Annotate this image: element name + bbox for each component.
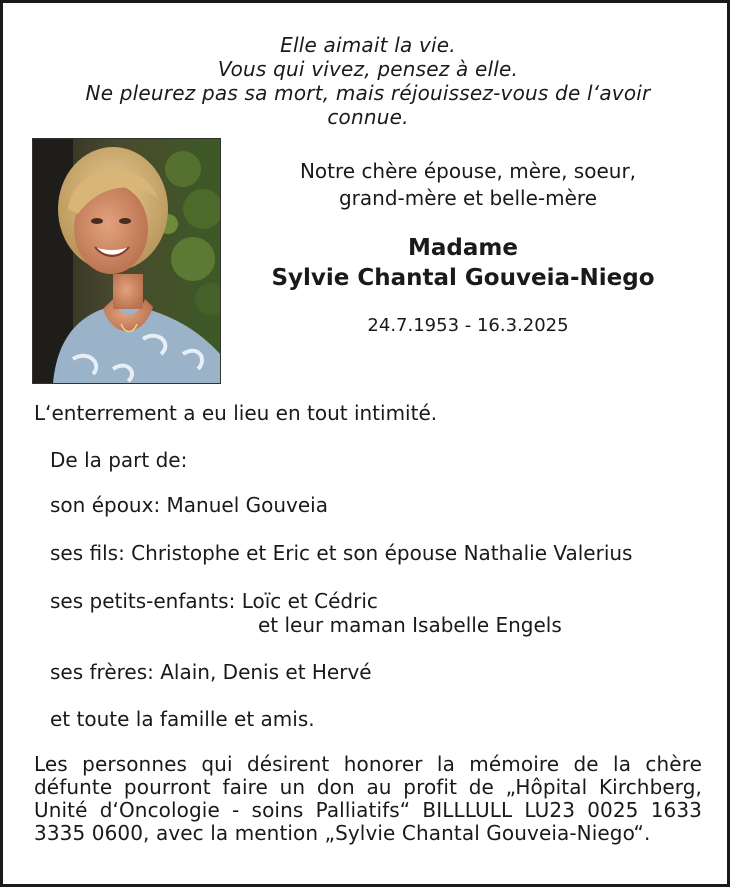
intro-line-2: grand-mère et belle-mère	[338, 186, 597, 210]
donation-line-1: Les personnes qui désirent honorer la mémoire de la chère	[34, 752, 702, 776]
family-brothers: ses frères: Alain, Denis et Hervé	[50, 660, 372, 684]
family-sons: ses fils: Christophe et Eric et son épouse Nathalie Valerius	[50, 541, 633, 565]
poem	[43, 33, 693, 129]
poem-line-2: Vous qui vivez, pensez à elle.	[217, 57, 519, 81]
poem-line-4: connue.	[327, 105, 409, 129]
poem-line-3: Ne pleurez pas sa mort, mais réjouissez-vous de l‘avoir	[85, 81, 651, 105]
poem-line-1: Elle aimait la vie.	[280, 33, 456, 57]
donation-paragraph	[34, 753, 702, 845]
family-grandchildren-continued: et leur maman Isabelle Engels	[258, 613, 562, 637]
portrait-photo-icon	[33, 139, 220, 383]
intro-line-1: Notre chère épouse, mère, soeur,	[299, 159, 637, 183]
donation-line-4: 3335 0600, avec la mention „Sylvie Chantal Gouveia-Niego“.	[34, 821, 651, 845]
deceased-name-block	[243, 233, 683, 293]
deceased-full-name: Sylvie Chantal Gouveia-Niego	[271, 265, 655, 291]
donation-line-2: défunte pourront faire un don au profit de „Hôpital Kirchberg,	[34, 775, 702, 799]
family-spouse: son époux: Manuel Gouveia	[50, 493, 328, 517]
burial-note: L‘enterrement a eu lieu en tout intimité.	[34, 401, 438, 425]
deceased-title: Madame	[408, 235, 518, 261]
donation-line-3: Unité d‘Oncologie - soins Palliatifs“ BILLLULL LU23 0025 1633	[34, 798, 702, 822]
family-others: et toute la famille et amis.	[50, 707, 315, 731]
family-grandchildren: ses petits-enfants: Loïc et Cédric	[50, 589, 378, 613]
portrait-photo	[32, 138, 221, 384]
family-heading: De la part de:	[50, 448, 188, 472]
intro-text	[273, 158, 663, 212]
life-dates: 24.7.1953 - 16.3.2025	[367, 315, 569, 336]
